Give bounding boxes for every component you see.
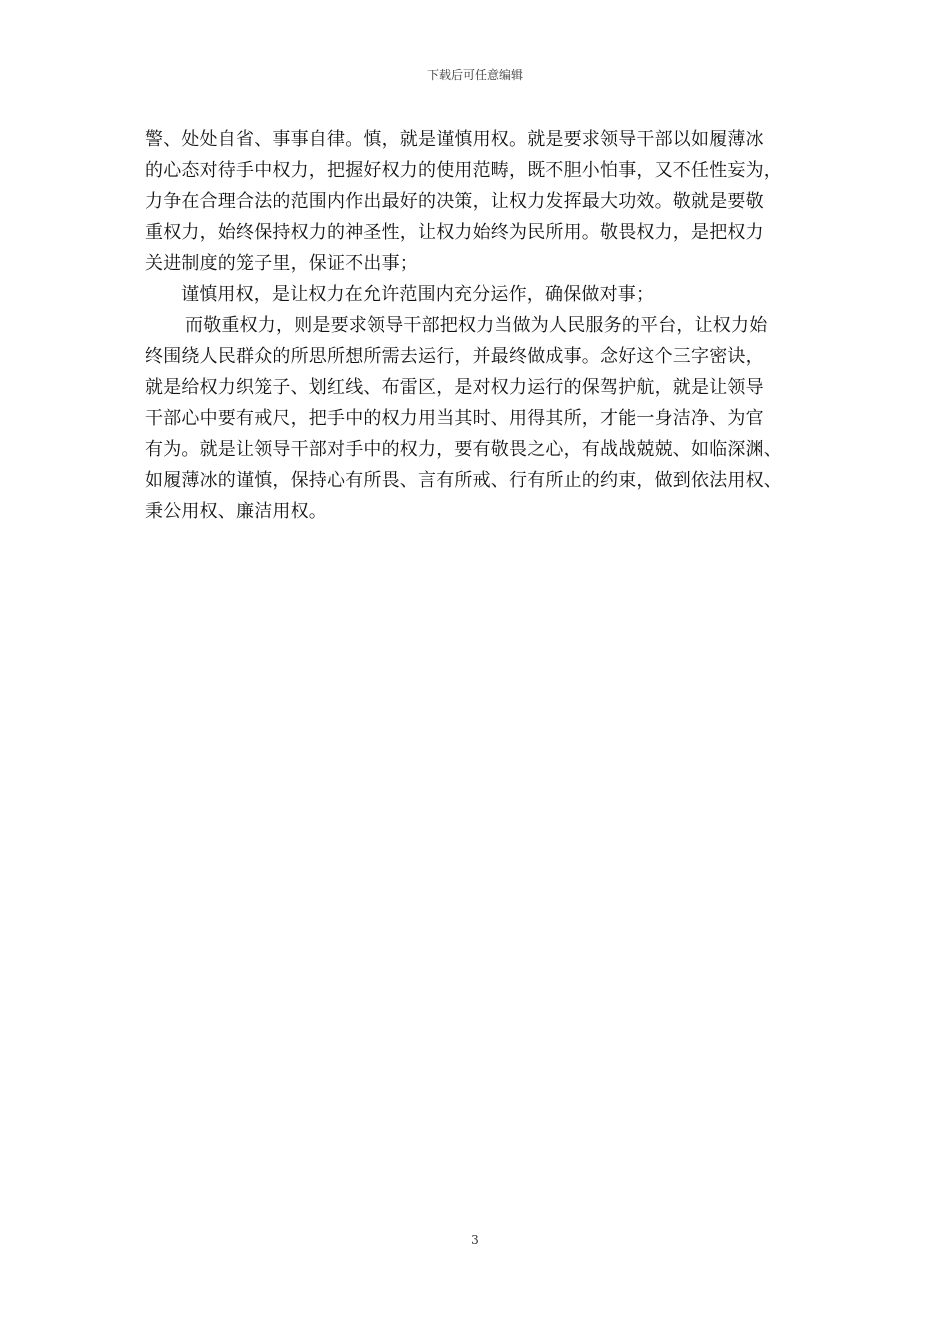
body-line: 力争在合理合法的范围内作出最好的决策，让权力发挥最大功效。敬就是要敬: [145, 191, 764, 212]
body-line: 秉公用权、廉洁用权。: [145, 501, 327, 522]
page-number: 3: [471, 1233, 479, 1247]
body-line: 终围绕人民群众的所思所想所需去运行，并最终做成事。念好这个三字密诀，: [145, 346, 764, 367]
body-line: 干部心中要有戒尺，把手中的权力用当其时、用得其所，才能一身洁净、为官: [145, 408, 764, 429]
body-line: 而敬重权力，则是要求领导干部把权力当做为人民服务的平台，让权力始: [185, 315, 768, 336]
body-line: 谨慎用权，是让权力在允许范围内充分运作，确保做对事；: [181, 284, 655, 305]
body-line: 的心态对待手中权力，把握好权力的使用范畴，既不胆小怕事，又不任性妄为，: [145, 160, 782, 181]
body-line: 关进制度的笼子里，保证不出事；: [145, 253, 418, 274]
body-line: 重权力，始终保持权力的神圣性，让权力始终为民所用。敬畏权力，是把权力: [145, 222, 764, 243]
body-line: 有为。就是让领导干部对手中的权力，要有敬畏之心，有战战兢兢、如临深渊、: [145, 439, 782, 460]
document-body: [145, 124, 825, 527]
page-header: 下载后可任意编辑: [426, 68, 523, 82]
body-line: 警、处处自省、事事自律。慎，就是谨慎用权。就是要求领导干部以如履薄冰: [145, 129, 764, 150]
body-line: 如履薄冰的谨慎，保持心有所畏、言有所戒、行有所止的约束，做到依法用权、: [145, 470, 782, 491]
body-line: 就是给权力织笼子、划红线、布雷区，是对权力运行的保驾护航，就是让领导: [145, 377, 764, 398]
